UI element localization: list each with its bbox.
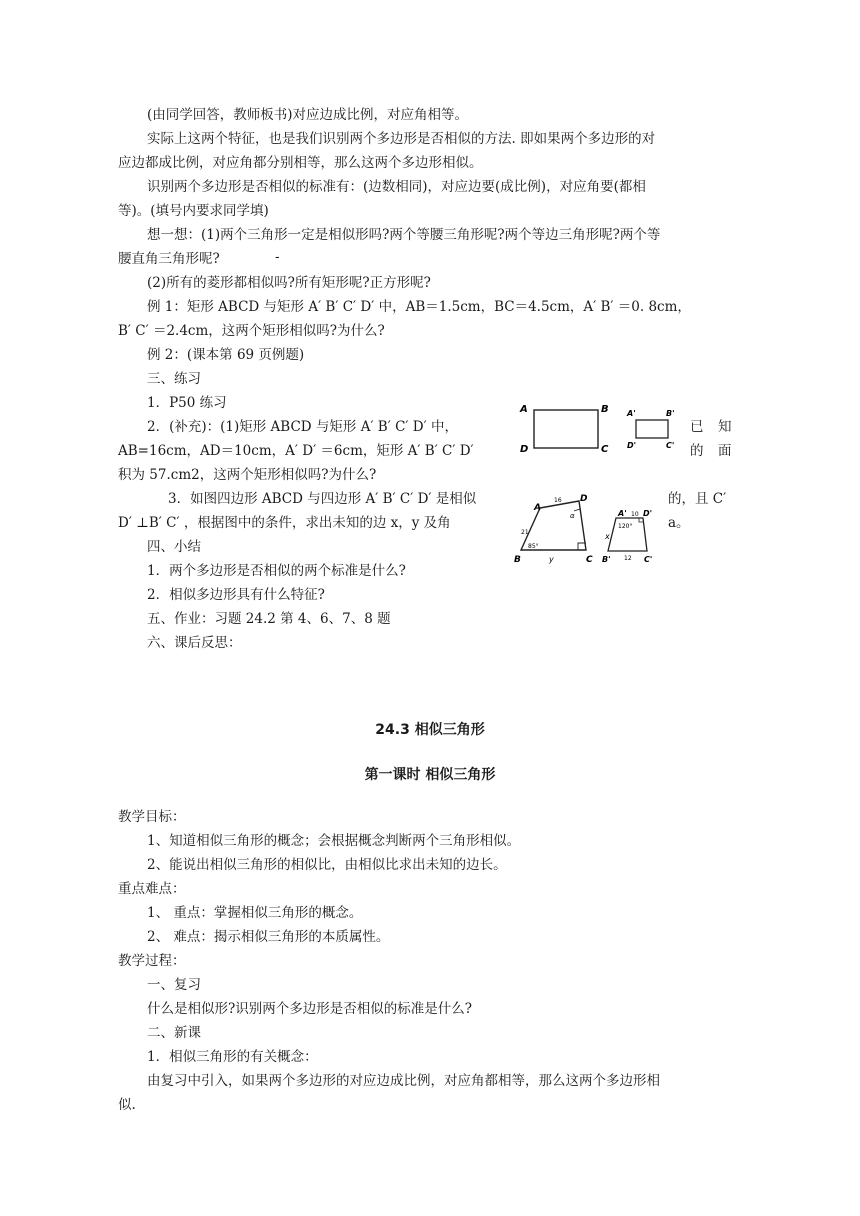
text-fragment: 知 [718, 419, 732, 435]
rectangles-figure [514, 398, 684, 460]
text-line: (由同学回答，教师板书)对应边成比例，对应角相等。 [147, 107, 469, 123]
lesson-title: 第一课时 相似三角形 [364, 767, 496, 783]
text-line: 似. [118, 1097, 136, 1113]
text-fragment: 已 [690, 419, 704, 435]
text-line: 1．P50 练习 [147, 395, 227, 411]
text-line: 3．如图四边形 ABCD 与四边形 A′ B′ C′ D′ 是相似 [168, 491, 477, 507]
text-fragment: 面 [718, 443, 732, 459]
angle-85: 85° [528, 543, 539, 550]
text-line: 三、练习 [147, 371, 201, 387]
side-x: x [605, 532, 610, 541]
text-line: 2、 难点：揭示相似三角形的本质属性。 [147, 929, 390, 945]
text-line: (2)所有的菱形都相似吗?所有矩形呢?正方形呢? [147, 275, 431, 291]
text-line: 例 1：矩形 ABCD 与矩形 A′ B′ C′ D′ 中，AB＝1.5cm，BC＝4.5cm，A′ B′ ＝0. 8cm， [147, 299, 691, 315]
side-16: 16 [554, 497, 562, 504]
label-A: A [520, 404, 528, 415]
text-line: 1、 重点：掌握相似三角形的概念。 [147, 905, 363, 921]
text-line: 重点难点： [118, 881, 186, 897]
label-A-prime: A' [618, 509, 627, 518]
label-C: C [601, 444, 609, 455]
text-line: 实际上这两个特征，也是我们识别两个多边形是否相似的方法. 即如果两个多边形的对 [147, 131, 656, 147]
label-D: D [520, 444, 529, 455]
text-line: 2、能说出相似三角形的相似比，由相似比求出未知的边长。 [147, 857, 507, 873]
label-C-prime: C' [666, 441, 675, 450]
text-line: 教学过程： [118, 953, 186, 969]
text-line: 应边都成比例，对应角都分别相等，那么这两个多边形相似。 [118, 155, 483, 171]
text-line: 1．两个多边形是否相似的两个标准是什么? [147, 563, 406, 579]
label-C: C [586, 555, 593, 565]
label-D-prime: D' [627, 441, 637, 450]
text-line: 什么是相似形?识别两个多边形是否相似的标准是什么? [147, 1001, 472, 1017]
side-12: 12 [624, 555, 632, 562]
label-B-prime: B' [602, 555, 611, 564]
text-fragment: 的 [690, 443, 704, 459]
text-line: 2．相似多边形具有什么特征? [147, 587, 325, 603]
label-B-prime: B' [666, 409, 675, 418]
text-line: AB=16cm，AD＝10cm，A′ D′ ＝6cm，矩形 A′ B′ C′ D′ [118, 443, 474, 459]
angle-alpha: α [570, 512, 575, 520]
text-line: 等)。(填号内要求同学填) [118, 203, 269, 219]
angle-120: 120° [618, 523, 633, 530]
text-line: B′ C′ ＝2.4cm，这两个矩形相似吗?为什么? [118, 323, 385, 339]
label-D-prime: D' [643, 509, 653, 518]
text-line: 识别两个多边形是否相似的标准有：(边数相同)，对应边要(成比例)，对应角要(都相 [147, 179, 646, 195]
text-line: D′ ⊥B′ C′ ，根据图中的条件，求出未知的边 x，y 及角 [118, 515, 451, 531]
text-line: 四、小结 [147, 539, 201, 555]
quadrilaterals-figure [512, 490, 662, 570]
text-fragment: 的，且 C′ [668, 491, 727, 507]
label-A: A [534, 503, 541, 513]
text-line: 腰直角三角形呢? [118, 251, 220, 267]
label-A-prime: A' [627, 409, 636, 418]
section-title: 24.3 相似三角形 [375, 722, 485, 738]
text-line: 六、课后反思： [147, 635, 242, 651]
label-D: D [580, 494, 588, 504]
text-line: 1、知道相似三角形的概念；会根据概念判断两个三角形相似。 [147, 833, 521, 849]
text-line: 1．相似三角形的有关概念： [147, 1049, 318, 1065]
text-line: 2．(补充)：(1)矩形 ABCD 与矩形 A′ B′ C′ D′ 中， [147, 419, 458, 435]
label-C-prime: C' [644, 555, 653, 564]
side-y: y [549, 555, 554, 564]
text-line: 五、作业：习题 24.2 第 4、6、7、8 题 [147, 611, 391, 627]
text-line: 二、新课 [147, 1025, 201, 1041]
stray-mark: - [275, 249, 280, 265]
text-fragment: a。 [668, 515, 690, 531]
label-B: B [601, 404, 609, 415]
side-21: 21 [521, 529, 529, 536]
text-line: 想一想：(1)两个三角形一定是相似形吗?两个等腰三角形呢?两个等边三角形呢?两个等 [147, 227, 661, 243]
text-line: 一、复习 [147, 977, 201, 993]
text-line: 积为 57.cm2，这两个矩形相似吗?为什么? [118, 467, 377, 483]
label-B: B [514, 555, 521, 565]
side-10: 10 [631, 511, 639, 518]
text-line: 由复习中引入，如果两个多边形的对应边成比例，对应角都相等，那么这两个多边形相 [147, 1073, 660, 1089]
text-line: 例 2：(课本第 69 页例题) [147, 347, 305, 363]
text-line: 教学目标： [118, 809, 186, 825]
